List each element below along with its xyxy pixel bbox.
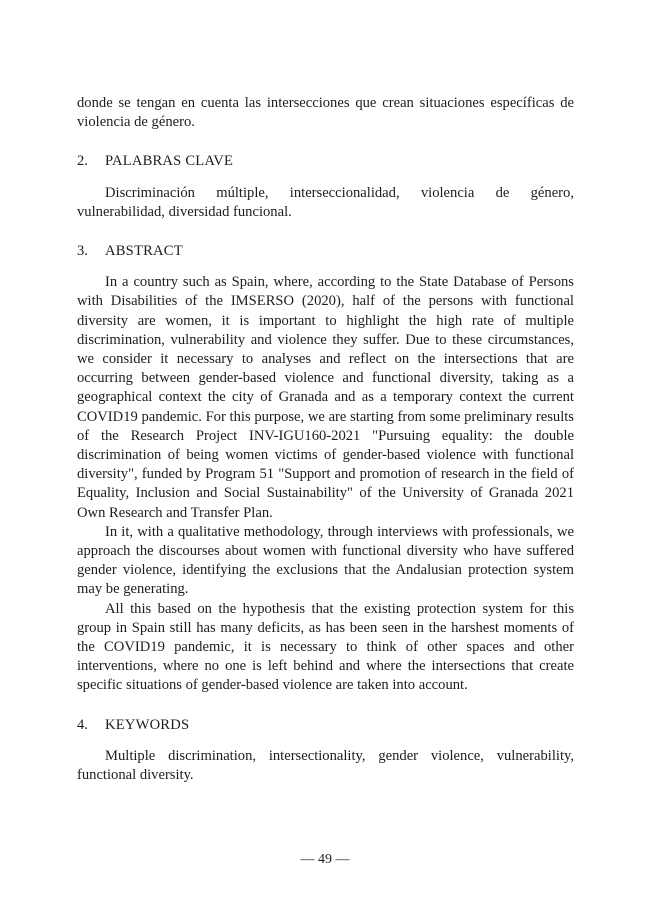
section-title: PALABRAS CLAVE [105, 153, 234, 170]
abstract-paragraph-1: In a country such as Spain, where, according to the State Database of Persons with Disabilities of the IMSERSO (2020), half of the persons with functional diversity are women, it is important to highlight the high rate of multiple discrimination, vulnerability and violence they suffer. Due to these circumstances, we consider it necessary to analyses and reflect on the intersections that are occurring between gender-based violence and functional diversity, taking as a geographical context the city of Granada and as a temporary context the current COVID19 pandemic. For this purpose, we are starting from some preliminary results of the Research Project INV-IGU160-2021 "Pursuing equality: the double discrimination of being women victims of gender-based violence with functional diversity", funded by Program 51 "Support and promotion of research in the field of Equality, Inclusion and Social Sustainability" of the University of Granada 2021 Own Research and Transfer Plan. [77, 274, 574, 521]
page-body [77, 94, 574, 785]
abstract-paragraph-3: All this based on the hypothesis that the existing protection system for this group in Spain still has many deficits, as has been seen in the harshest moments of the COVID19 pandemic, it is necessary to think of other spaces and other interventions, where no one is left behind and where the intersections that create specific situations of gender-based violence are taken into account. [77, 600, 574, 694]
section-heading-abstract [77, 242, 574, 261]
section-heading-keywords [77, 716, 574, 735]
section-number: 3. [77, 243, 88, 260]
section-number: 2. [77, 153, 88, 170]
abstract-paragraph-2: In it, with a qualitative methodology, through interviews with professionals, we approach the discourses about women with functional diversity who have suffered gender violence, identifying the exclusions that the Andalusian protection system may be generating. [77, 523, 574, 598]
continuation-paragraph: donde se tengan en cuenta las intersecciones que crean situaciones específicas de violencia de género. [77, 95, 574, 131]
page-number: — 49 — [300, 852, 350, 867]
section-heading-palabras-clave [77, 152, 574, 171]
section-number: 4. [77, 716, 88, 733]
keywords-paragraph: Multiple discrimination, intersectionality, gender violence, vulnerability, functional diversity. [77, 747, 574, 784]
section-title: KEYWORDS [105, 716, 190, 733]
palabras-clave-paragraph: Discriminación múltiple, interseccionalidad, violencia de género, vulnerabilidad, diversidad funcional. [77, 184, 574, 220]
section-title: ABSTRACT [105, 243, 183, 260]
